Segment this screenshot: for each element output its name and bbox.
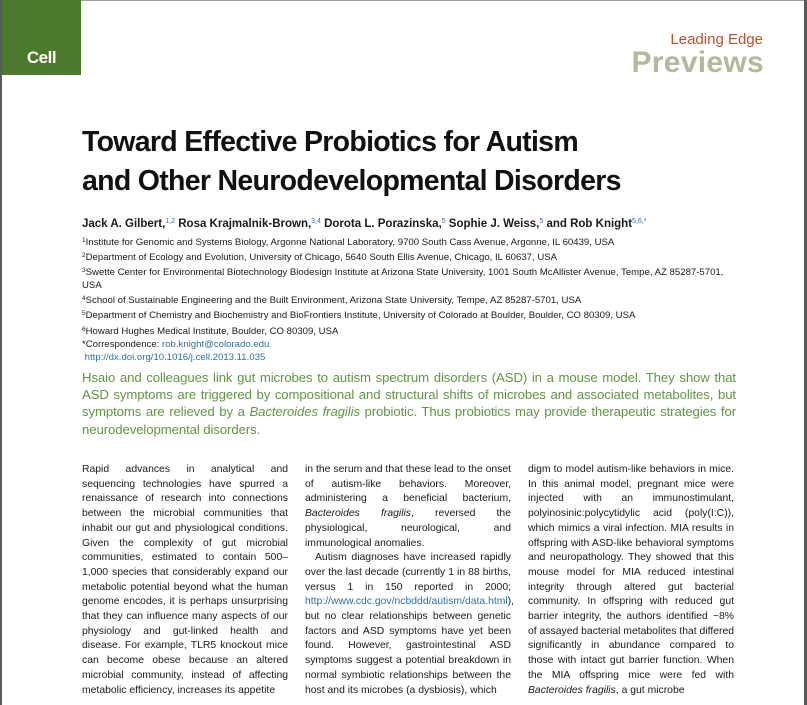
author-affiliation-marker[interactable]: 5 <box>539 218 544 225</box>
author-name: and Rob Knight <box>543 218 633 230</box>
cdc-autism-link[interactable]: http://www.cdc.gov/ncbddd/autism/data.html <box>305 596 508 608</box>
affiliation-list <box>82 234 742 364</box>
body-text <box>0 463 807 705</box>
affiliation-item: $^2$Department of Ecology and Evolution, University of Chicago, 5640 South Ellis Avenue, Chicago, IL 60637, USA <box>82 252 558 264</box>
affiliation-item: $^6$Howard Hughes Medical Institute, Boulder, CO 80309, USA <box>82 325 339 337</box>
body-column-3 <box>528 463 734 698</box>
author-name: Rosa Krajmalnik-Brown, <box>175 218 312 230</box>
affiliation-item: $^3$Swette Center for Environmental Biotechnology Biodesign Institute at Arizona State University, 1001 South McAllister Avenue, Tempe, AZ 85287-5701, USA <box>82 267 724 292</box>
article-title <box>82 123 762 201</box>
species-name: Bacteroides fragilis <box>305 508 412 520</box>
title-line-2: and Other Neurodevelopmental Disorders <box>82 165 621 197</box>
author-affiliation-marker[interactable]: 3,4 <box>311 218 321 225</box>
author-affiliation-marker[interactable]: 1,2 <box>165 218 176 225</box>
affiliation-item: $^5$Department of Chemistry and Biochemistry and BioFrontiers Institute, University of Colorado at Boulder, Boulder, CO 80309, USA <box>82 310 636 322</box>
author-affiliation-marker[interactable]: 5 <box>441 218 446 225</box>
author-name: Sophie J. Weiss, <box>445 218 540 230</box>
page-top-border <box>0 0 807 1</box>
affiliation-item: $^4$School of Sustainable Engineering and the Built Environment, Arizona State University, Tempe, AZ 85287-5701, USA <box>82 295 582 307</box>
title-line-1: Toward Effective Probiotics for Autism <box>82 126 578 158</box>
species-name: Bacteroides fragilis <box>528 684 616 696</box>
article-abstract: Hsaio and colleagues link gut microbes to autism spectrum disorders (ASD) in a mouse model. They show that ASD symptoms are triggered by compositional and structural shifts of microbes and associated metabolites, but symptoms are relieved by a Bacteroides fragilis probiotic. Thus probiotics may provide therapeutic strategies for neurodevelopmental disorders. <box>82 370 736 437</box>
author-name: Dorota L. Porazinska, <box>320 218 442 230</box>
correspondence: *Correspondence: rob.knight@colorado.edu <box>82 338 270 350</box>
section-label: Leading Edge <box>670 31 763 48</box>
species-name: Bacteroides fragilis <box>249 404 360 420</box>
body-column-1 <box>82 463 288 698</box>
body-paragraph: in the serum and that these lead to the onset of autism-like behaviors. Moreover, administering a beneficial bacterium, Bacteroides fragilis, reversed the physiological, neurological, and immunological anomalies. <box>305 464 511 549</box>
correspondence-email-link[interactable]: rob.knight@colorado.edu <box>162 338 270 350</box>
doi-link[interactable]: http://dx.doi.org/10.1016/j.cell.2013.11.035 <box>84 351 266 363</box>
journal-name: Cell <box>26 48 57 67</box>
body-column-2 <box>305 463 515 698</box>
author-name: Jack A. Gilbert, <box>82 218 166 230</box>
doi <box>82 351 742 364</box>
body-paragraph: Rapid advances in analytical and sequencing technologies have spurred a renaissance of research into connections between the microbial communities that inhabit our gut and physiological conditions. Given the complexity of gut microbial communities, estimated to contain 500–1,000 species that considerably expand our metabolic potential beyond what the human genome encodes, it is perhaps unsurprising that they can influence many aspects of our physiology and gut-linked health and disease. For example, TLR5 knockout mice can become obese because an altered microbial community, instead of affecting metabolic efficiency, increases its appetite <box>82 464 288 696</box>
article-category: Previews <box>631 46 764 79</box>
body-paragraph: digm to model autism-like behaviors in mice. In this animal model, pregnant mice were injected with an immunostimulant, polyinosinic:polycytidylic acid (poly(I:C)), which mimics a viral infection. MIA results in offspring with ASD-like behavioral symptoms and neuropathology. They showed that this mouse model for MIA reduced intestinal integrity through altered gut bacterial community. In offspring with reduced gut barrier integrity, the authors identified ~8% of assayed bacterial metabolites that differed significantly in abundance compared to those with intact gut barrier function. When the MIA offspring mice were fed with Bacteroides fragilis, a gut microbe <box>528 464 735 696</box>
affiliation-item: $^1$Institute for Genomic and Systems Biology, Argonne National Laboratory, 9700 South Cass Avenue, Argonne, IL 60439, USA <box>82 237 615 248</box>
body-paragraph: Autism diagnoses have increased rapidly over the last decade (currently 1 in 88 births, versus 1 in 150 reported in 2000; http://www.cdc.gov/ncbddd/autism/data.html), but no clear relationships between genetic factors and ASD symptoms have yet been found. However, gastrointestinal ASD symptoms suggest a potential breakdown in normal symbiotic relationships between the host and its microbes (a dysbiosis), which <box>305 552 515 696</box>
author-list <box>82 218 762 230</box>
author-affiliation-marker[interactable]: 5,6,* <box>632 218 647 225</box>
cell-journal-logo <box>2 0 81 75</box>
